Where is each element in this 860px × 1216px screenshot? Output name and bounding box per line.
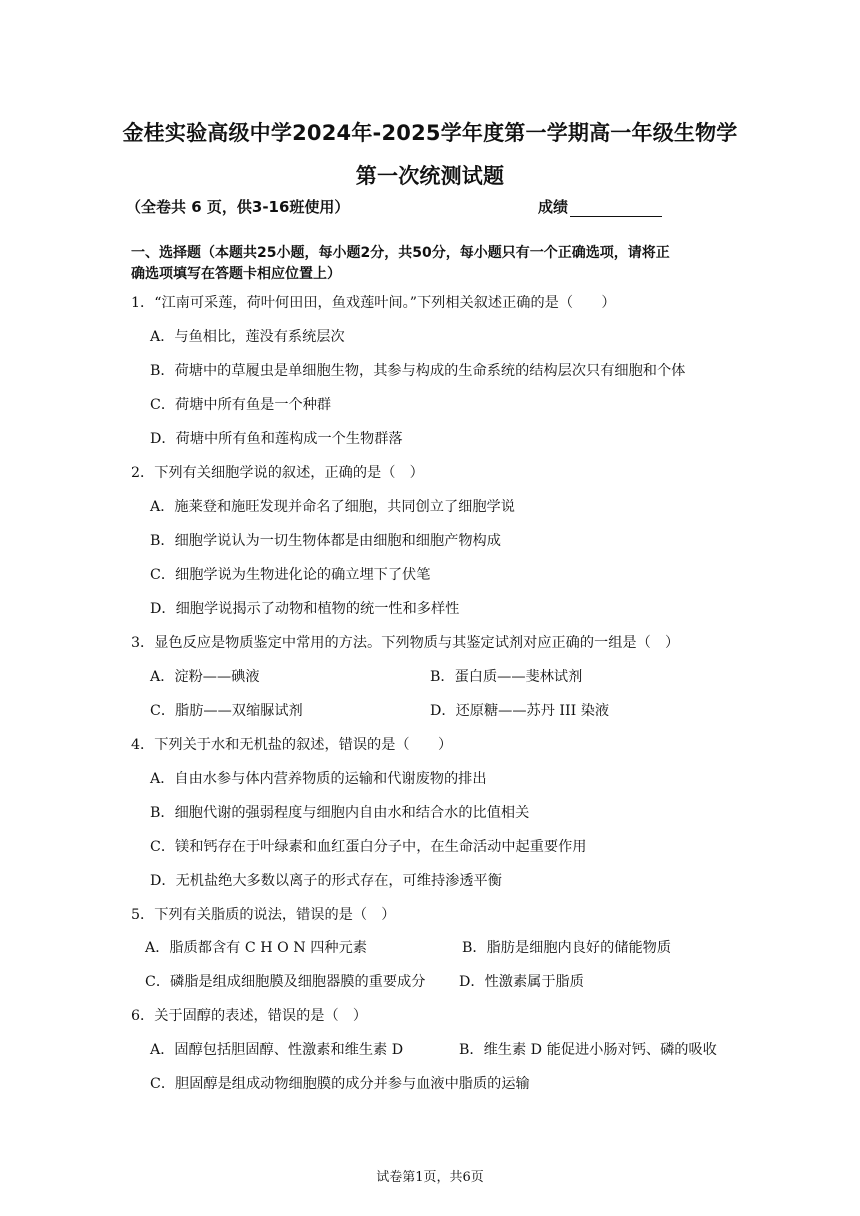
question-3-option-b: B．蛋白质——斐林试剂 — [430, 669, 583, 685]
question-3-stem: 3．显色反应是物质鉴定中常用的方法。下列物质与其鉴定试剂对应正确的一组是（ ） — [131, 635, 680, 651]
question-3-option-a: A．淀粉——碘液 — [150, 669, 260, 685]
section-heading-line1: 一、选择题（本题共25小题，每小题2分，共50分，每小题只有一个正确选项，请将正 — [131, 245, 670, 261]
question-2-option-d: D．细胞学说揭示了动物和植物的统一性和多样性 — [150, 601, 460, 617]
score-blank — [570, 200, 662, 217]
page-footer: 试卷第1页，共6页 — [376, 1170, 484, 1185]
question-6-option-c: C．胆固醇是组成动物细胞膜的成分并参与血液中脂质的运输 — [150, 1076, 530, 1092]
question-1-stem: 1．“江南可采莲，荷叶何田田，鱼戏莲叶间。”下列相关叙述正确的是（ ） — [131, 295, 616, 311]
question-5-option-c: C．磷脂是组成细胞膜及细胞器膜的重要成分 — [145, 974, 426, 990]
section-heading-line2: 确选项填写在答题卡相应位置上） — [131, 266, 341, 282]
question-1-option-a: A．与鱼相比，莲没有系统层次 — [150, 329, 345, 345]
question-6-stem: 6．关于固醇的表述，错误的是（ ） — [131, 1008, 368, 1024]
question-4-stem: 4．下列关于水和无机盐的叙述，错误的是（ ） — [131, 737, 453, 753]
question-4-option-d: D．无机盐绝大多数以离子的形式存在，可维持渗透平衡 — [150, 873, 502, 889]
question-2-option-b: B．细胞学说认为一切生物体都是由细胞和细胞产物构成 — [150, 533, 501, 549]
question-1-option-d: D．荷塘中所有鱼和莲构成一个生物群落 — [150, 431, 403, 447]
question-4-option-c: C．镁和钙存在于叶绿素和血红蛋白分子中，在生命活动中起重要作用 — [150, 839, 587, 855]
score-label: 成绩 — [538, 198, 569, 216]
score-field — [538, 196, 662, 217]
question-2-option-a: A．施莱登和施旺发现并命名了细胞，共同创立了细胞学说 — [150, 499, 515, 515]
question-6-option-b: B．维生素 D 能促进小肠对钙、磷的吸收 — [459, 1042, 717, 1058]
question-1-option-c: C．荷塘中所有鱼是一个种群 — [150, 397, 332, 413]
question-3-option-c: C．脂肪——双缩脲试剂 — [150, 703, 303, 719]
question-5-option-d: D．性激素属于脂质 — [459, 974, 584, 990]
exam-info: （全卷共 6 页，供3-16班使用） — [126, 198, 350, 216]
question-5-option-a: A．脂质都含有 C H O N 四种元素 — [145, 940, 367, 956]
question-4-option-b: B．细胞代谢的强弱程度与细胞内自由水和结合水的比值相关 — [150, 805, 530, 821]
question-1-option-b: B．荷塘中的草履虫是单细胞生物，其参与构成的生命系统的结构层次只有细胞和个体 — [150, 363, 686, 379]
question-3-option-d: D．还原糖——苏丹 III 染液 — [430, 703, 610, 719]
question-2-stem: 2．下列有关细胞学说的叙述，正确的是（ ） — [131, 465, 424, 481]
question-5-stem: 5．下列有关脂质的说法，错误的是（ ） — [131, 907, 396, 923]
exam-title-line2: 第一次统测试题 — [355, 164, 505, 188]
exam-title-line1: 金桂实验高级中学2024年-2025学年度第一学期高一年级生物学 — [122, 121, 738, 145]
question-6-option-a: A．固醇包括胆固醇、性激素和维生素 D — [150, 1042, 404, 1058]
question-4-option-a: A．自由水参与体内营养物质的运输和代谢废物的排出 — [150, 771, 487, 787]
question-5-option-b: B．脂肪是细胞内良好的储能物质 — [462, 940, 672, 956]
question-2-option-c: C．细胞学说为生物进化论的确立埋下了伏笔 — [150, 567, 431, 583]
